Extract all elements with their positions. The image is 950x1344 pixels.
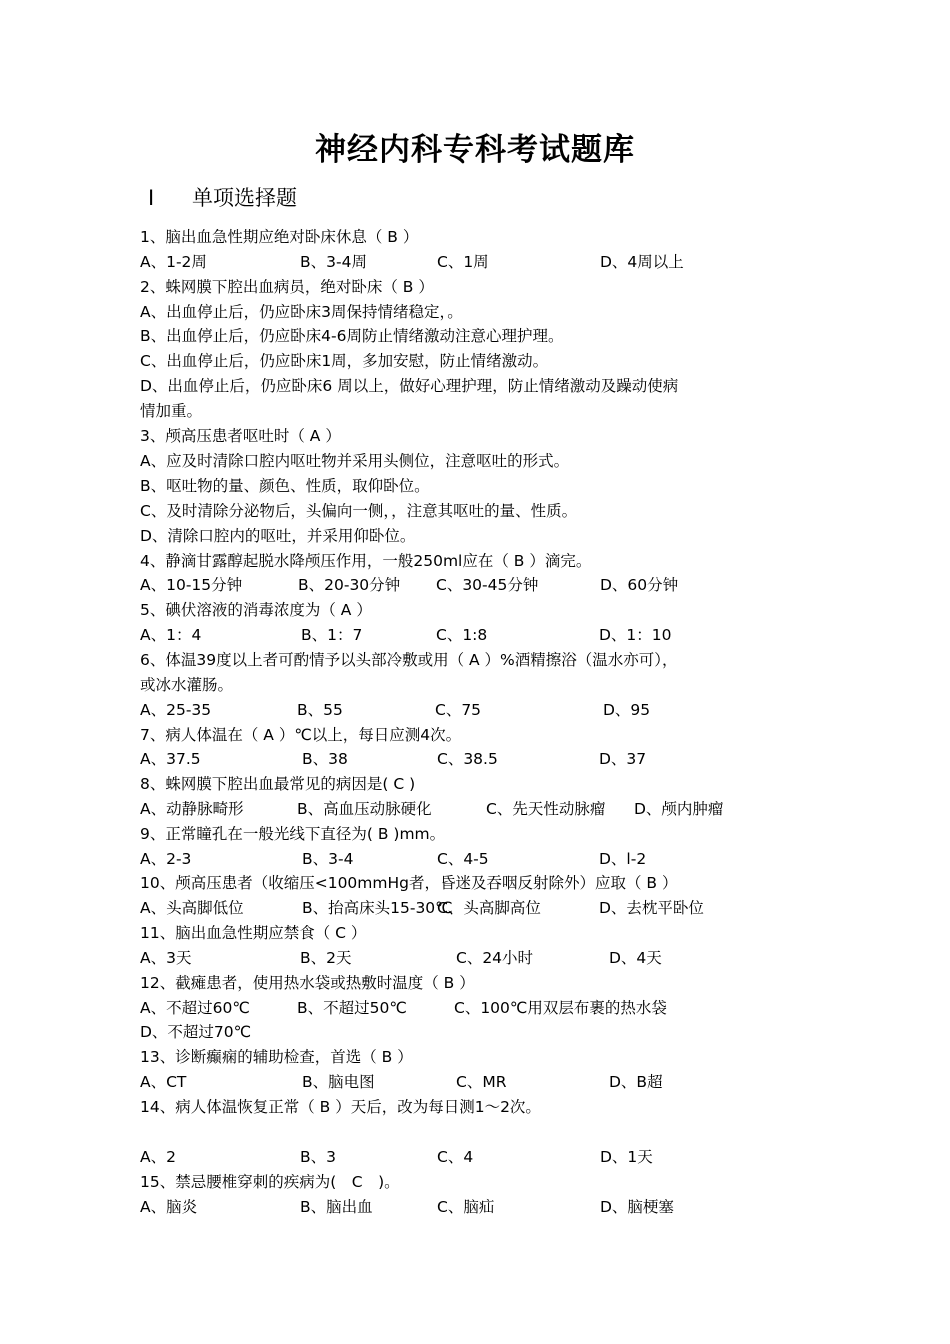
answer-option: D、l-2	[599, 850, 647, 868]
question-text: 5、碘伏溶液的消毒浓度为（ A ）	[140, 601, 372, 619]
answer-option: B、抬高床头15-30℃	[302, 899, 453, 917]
question-text: B、呕吐物的量、颜色、性质，取仰卧位。	[140, 477, 430, 495]
question-text: C、出血停止后，仍应卧床1周，多加安慰，防止情绪激动。	[140, 352, 549, 370]
answer-option: C、1周	[437, 253, 489, 271]
answer-option: B、脑出血	[300, 1198, 373, 1216]
answer-option: D、1天	[600, 1148, 653, 1166]
question-text: 或冰水灌肠。	[140, 676, 234, 694]
answer-option: A、动静脉畸形	[140, 800, 244, 818]
answer-option: D、颅内肿瘤	[634, 800, 724, 818]
question-text: D、清除口腔内的呕吐，并采用仰卧位。	[140, 527, 416, 545]
answer-option: D、60分钟	[600, 576, 679, 594]
answer-option: A、25-35	[140, 701, 212, 719]
question-text: 7、病人体温在（ A ）℃以上，每日应测4次。	[140, 726, 462, 744]
answer-option: C、头高脚高位	[437, 899, 541, 917]
question-text: D、不超过70℃	[140, 1023, 252, 1041]
answer-option: D、1：10	[599, 626, 672, 644]
section-heading	[148, 181, 297, 215]
question-text: 12、截瘫患者，使用热水袋或热敷时温度（ B ）	[140, 974, 475, 992]
section-number: I	[148, 186, 155, 210]
answer-option: D、4天	[609, 949, 662, 967]
question-text: A、出血停止后，仍应卧床3周保持情绪稳定，。	[140, 303, 463, 321]
answer-option: D、脑梗塞	[600, 1198, 674, 1216]
answer-option: A、2	[140, 1148, 176, 1166]
question-text: 9、正常瞳孔在一般光线下直径为( B )mm。	[140, 825, 446, 843]
answer-option: D、去枕平卧位	[599, 899, 704, 917]
question-text: C、及时清除分泌物后，头偏向一侧，，注意其呕吐的量、性质。	[140, 502, 578, 520]
answer-option: A、CT	[140, 1073, 187, 1091]
answer-option: A、10-15分钟	[140, 576, 243, 594]
answer-option: A、不超过60℃	[140, 999, 250, 1017]
question-text: B、出血停止后，仍应卧床4-6周防止情绪激动注意心理护理。	[140, 327, 564, 345]
answer-option: B、不超过50℃	[297, 999, 407, 1017]
answer-option: B、3-4周	[300, 253, 367, 271]
answer-option: B、2天	[300, 949, 352, 967]
answer-option: C、30-45分钟	[436, 576, 539, 594]
answer-option: C、1:8	[436, 626, 488, 644]
question-text: 8、蛛网膜下腔出血最常见的病因是( C )	[140, 775, 416, 793]
answer-option: B、38	[302, 750, 348, 768]
page-title: 神经内科专科考试题库	[315, 132, 635, 168]
answer-option: A、脑炎	[140, 1198, 198, 1216]
question-text: 4、静滴甘露醇起脱水降颅压作用，一般250ml应在（ B ）滴完。	[140, 552, 592, 570]
answer-option: C、MR	[456, 1073, 507, 1091]
answer-option: D、95	[603, 701, 651, 719]
answer-option: A、头高脚低位	[140, 899, 244, 917]
answer-option: A、1-2周	[140, 253, 207, 271]
question-text: A、应及时清除口腔内呕吐物并采用头侧位，注意呕吐的形式。	[140, 452, 570, 470]
question-text: 11、脑出血急性期应禁食（ C ）	[140, 924, 367, 942]
section-label: 单项选择题	[192, 186, 297, 210]
question-text: 1、脑出血急性期应绝对卧床休息（ B ）	[140, 228, 419, 246]
question-text: 2、蛛网膜下腔出血病员，绝对卧床（ B ）	[140, 278, 434, 296]
answer-option: C、脑疝	[437, 1198, 495, 1216]
answer-option: A、1：4	[140, 626, 202, 644]
answer-option: C、先天性动脉瘤	[486, 800, 606, 818]
answer-option: B、20-30分钟	[298, 576, 401, 594]
answer-option: C、24小时	[456, 949, 534, 967]
question-text: 14、病人体温恢复正常（ B ）天后，改为每日测1～2次。	[140, 1098, 541, 1116]
answer-option: A、3天	[140, 949, 192, 967]
answer-option: C、75	[435, 701, 482, 719]
question-text: 3、颅高压患者呕吐时（ A ）	[140, 427, 341, 445]
answer-option: B、脑电图	[302, 1073, 375, 1091]
answer-option: D、4周以上	[600, 253, 684, 271]
answer-option: D、B超	[609, 1073, 663, 1091]
answer-option: B、高血压动脉硬化	[297, 800, 432, 818]
question-text: D、出血停止后，仍应卧床6 周以上，做好心理护理，防止情绪激动及躁动使病	[140, 377, 679, 395]
answer-option: C、4-5	[437, 850, 489, 868]
answer-option: B、55	[297, 701, 343, 719]
question-text: 情加重。	[140, 402, 203, 420]
question-text: 13、诊断癫痫的辅助检查，首选（ B ）	[140, 1048, 413, 1066]
question-text: 6、体温39度以上者可酌情予以头部冷敷或用（ A ）%酒精擦浴（温水亦可），	[140, 651, 678, 669]
question-text: 10、颅高压患者（收缩压<100mmHg者，昏迷及吞咽反射除外）应取（ B ）	[140, 874, 678, 892]
answer-option: A、2-3	[140, 850, 192, 868]
answer-option: A、37.5	[140, 750, 201, 768]
answer-option: C、38.5	[437, 750, 498, 768]
answer-option: B、1：7	[301, 626, 363, 644]
question-text: 15、禁忌腰椎穿刺的疾病为( C )。	[140, 1173, 400, 1191]
answer-option: B、3	[300, 1148, 336, 1166]
answer-option: C、4	[437, 1148, 474, 1166]
answer-option: B、3-4	[302, 850, 354, 868]
answer-option: D、37	[599, 750, 647, 768]
answer-option: C、100℃用双层布裹的热水袋	[454, 999, 667, 1017]
